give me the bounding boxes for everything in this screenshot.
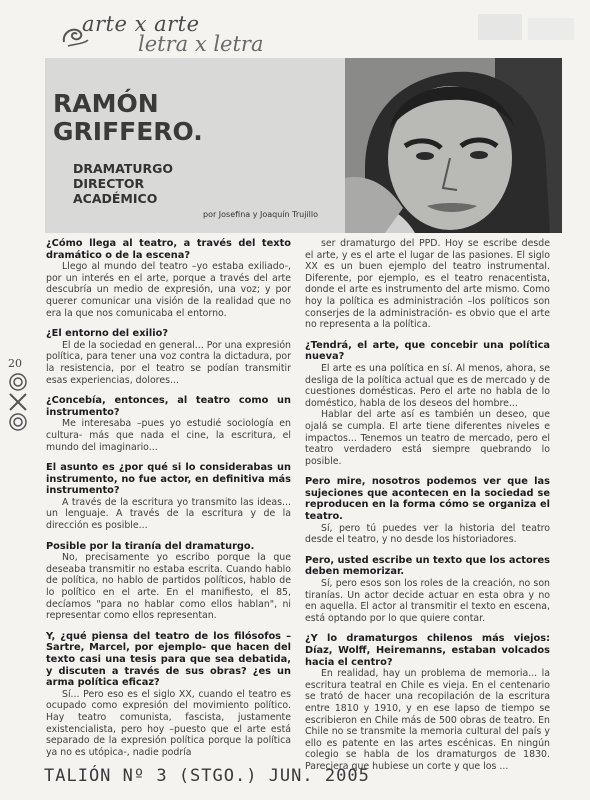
- title-line-2: GRIFFERO.: [53, 117, 203, 146]
- interview-answer: No, precisamente yo escribo porque la que deseaba transmitir no estaba escrita. Cuando hablo de política, no hablo de partidos políticos, hablo de lo político en el arte. En el manifiesto, el 85, decíamos "para no hablar como ellos hablan", ni representar como ellos representan.: [46, 552, 291, 622]
- interview-question: Pero, usted escribe un texto que los actores deben memorizar.: [305, 554, 550, 578]
- interview-question: Y, ¿qué piensa del teatro de los filósofos –Sartre, Marcel, por ejemplo- que hacen del texto casi una tesis para que sea debatida, y discuten a través de sus obras? ¿es un arma política eficaz?: [46, 630, 291, 689]
- article-title: [53, 90, 203, 146]
- interview-question: ¿Tendrá, el arte, que concebir una política nueva?: [305, 339, 550, 363]
- byline: por Josefina y Joaquín Trujillo: [203, 210, 318, 219]
- interview-question: Pero mire, nosotros podemos ver que las sujeciones que acontecen en la sociedad se reproducen en la forma cómo se organiza el teatro.: [305, 476, 550, 523]
- section-masthead: [60, 12, 264, 58]
- article-header: [45, 58, 562, 233]
- interview-question: ¿Cómo llega al teatro, a través del texto dramático o de la escena?: [46, 238, 291, 261]
- interview-answer: Hablar del arte así es también un deseo, que ojalá se cumpla. El arte tiene diferentes niveles e impactos... Tenemos un teatro de mercado, pero el teatro verdadero está siempre quebrando lo posible.: [305, 409, 550, 467]
- interview-question: El asunto es ¿por qué si lo considerabas un instrumento, no fue actor, en definitiva más instrumento?: [46, 462, 291, 497]
- role-item: ACADÉMICO: [73, 191, 158, 206]
- handwritten-footer-note: TALIÓN Nº 3 (STGO.) JUN. 2005: [44, 766, 370, 786]
- roles-list: [73, 161, 173, 206]
- masthead-subtitle: letra x letra: [138, 32, 264, 56]
- interview-answer: Me interesaba –pues yo estudié sociología en cultura- más que nada el cine, la escritura, el mundo del imaginario...: [46, 418, 291, 453]
- article-column-left: [46, 238, 291, 758]
- role-item: DRAMATURGO: [73, 161, 174, 176]
- interview-question: ¿El entorno del exilio?: [46, 328, 169, 340]
- interview-answer: Sí, pero esos son los roles de la creación, no son tiranías. Un actor decide actuar en esta obra y no en aquella. El actor al transmitir el texto en escena, está optando por lo que quiere contar.: [305, 578, 550, 624]
- interview-answer: El de la sociedad en general... Por una expresión política, para tener una voz contra la dictadura, por la resistencia, por el teatro se podían transmitir esas experiencias, dolores...: [46, 339, 291, 386]
- interview-answer: Llego al mundo del teatro –yo estaba exiliado-, por un interés en el arte, porque a través del arte descubría un medio de expresión, una voz; y por querer comunicar una visión de la realidad que no era la que nos comunicaba el entorno.: [46, 261, 291, 319]
- interview-answer: El arte es una política en sí. Al menos, ahora, se desliga de la política actual que es de mercado y de cuestiones domésticas. Pero el arte no habla de lo doméstico, habla de los deseos del hombre...: [305, 362, 550, 409]
- interview-answer: Sí, pero tú puedes ver la historia del teatro desde el teatro, y no desde los historiadores.: [305, 522, 550, 546]
- page-number: 20: [8, 357, 22, 370]
- role-item: DIRECTOR: [73, 176, 145, 191]
- portrait-photo: [345, 58, 562, 233]
- corner-decoration: [478, 8, 574, 40]
- interview-answer: ser dramaturgo del PPD. Hoy se escribe desde el arte, y es el arte el lugar de las pasiones. El siglo XX es un buen ejemplo del teatro instrumental. Diferente, por ejemplo, es el teatro renacentista, donde el arte es instrumento del arte mismo. Como hoy la política es administración –los políticos son conserjes de la administración- es obvio que el arte no representa a la política.: [305, 238, 550, 331]
- interview-question: Posible por la tiranía del dramaturgo.: [46, 540, 255, 552]
- title-line-1: RAMÓN: [53, 89, 159, 118]
- article-column-right: [305, 238, 550, 773]
- masthead-title: arte x arte: [82, 12, 200, 36]
- spiral-ornament-icon: [6, 372, 30, 434]
- interview-question: ¿Concebía, entonces, al teatro como un instrumento?: [46, 395, 291, 418]
- interview-answer: Sí... Pero eso es el siglo XX, cuando el teatro es ocupado como expresión del movimiento político. Hay teatro comunista, fascista, justamente existencialista, pero hoy –puesto que el arte está separado de la expresión política porque la política ya no es utópica-, nadie podría: [46, 688, 291, 758]
- interview-answer: En realidad, hay un problema de memoria... la escritura teatral en Chile es vieja. En el centenario se trató de hacer una recopilación de la escritura entre 1810 y 1910, y en ese lapso de tiempo se escribieron en Chile más de 500 obras de teatro. En Chile no se transmite la memoria cultural del país y ello es patente en las artes escénicas. En ningún colegio se habla de los dramaturgos de 1830. Pareciera que hubiese un corte y que los ...: [305, 668, 550, 772]
- interview-question: ¿Y lo dramaturgos chilenos más viejos: Díaz, Wolff, Heiremanns, estaban volcados hacia el centro?: [305, 633, 550, 668]
- interview-answer: A través de la escritura yo transmito las ideas... un lenguaje. A través de la escritura y de la dirección es posible...: [46, 496, 291, 532]
